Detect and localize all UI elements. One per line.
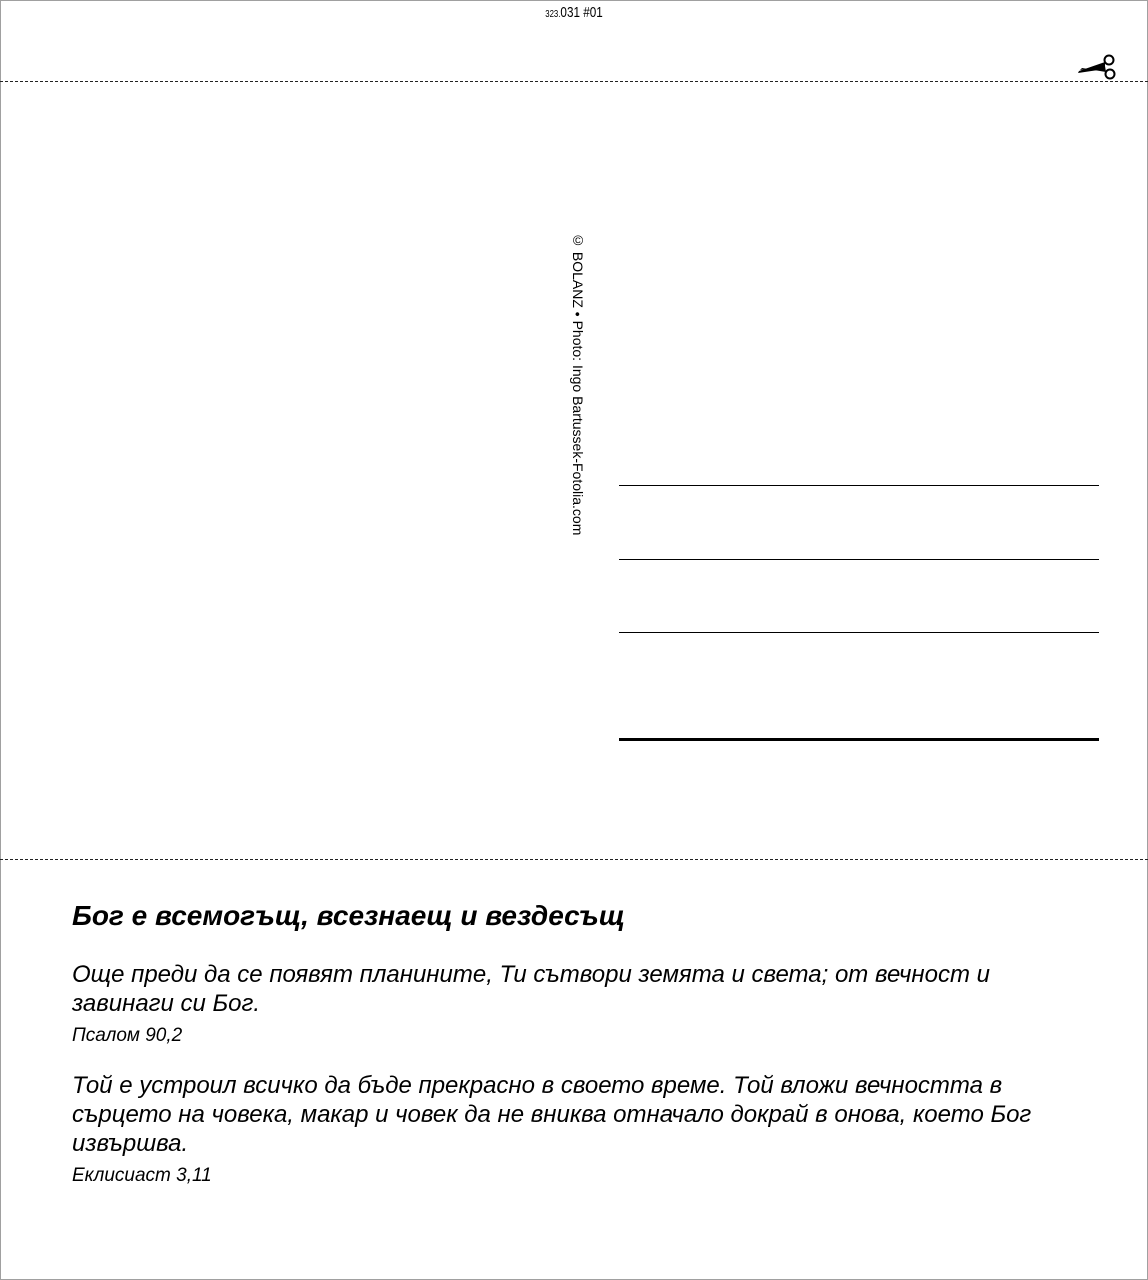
reference-psalm: Псалом 90,2: [72, 1025, 183, 1046]
scissors-icon: [1076, 52, 1120, 82]
card-heading: Бог е всемогъщ, всезнаещ и вездесъщ: [72, 900, 625, 931]
address-line-1: [619, 485, 1099, 486]
address-line-2: [619, 559, 1099, 560]
address-line-4: [619, 738, 1099, 741]
product-code: [126, 4, 1021, 21]
photo-credit: © BOLANZ • Photo: Ingo Bartussek-Fotolia.com: [570, 232, 586, 536]
product-code-main: 031 #01: [560, 4, 603, 21]
product-code-prefix: 323.: [545, 9, 561, 20]
bottom-cut-line: [0, 859, 1148, 860]
verse-ecclesiastes: Той е устроил всичко да бъде прекрасно в своето време. Той вложи вечността в сърцето на човека, макар и човек да не вниква отначало докрай в онова, което Бог извършва.: [72, 1072, 1032, 1157]
verse-psalm: Още преди да се появят планините, Ти сътвори земята и света; от вечност и завинаги си Бог.: [72, 961, 990, 1017]
address-line-3: [619, 632, 1099, 633]
reference-ecclesiastes: Еклисиаст 3,11: [72, 1165, 212, 1186]
top-cut-line: [0, 81, 1148, 82]
